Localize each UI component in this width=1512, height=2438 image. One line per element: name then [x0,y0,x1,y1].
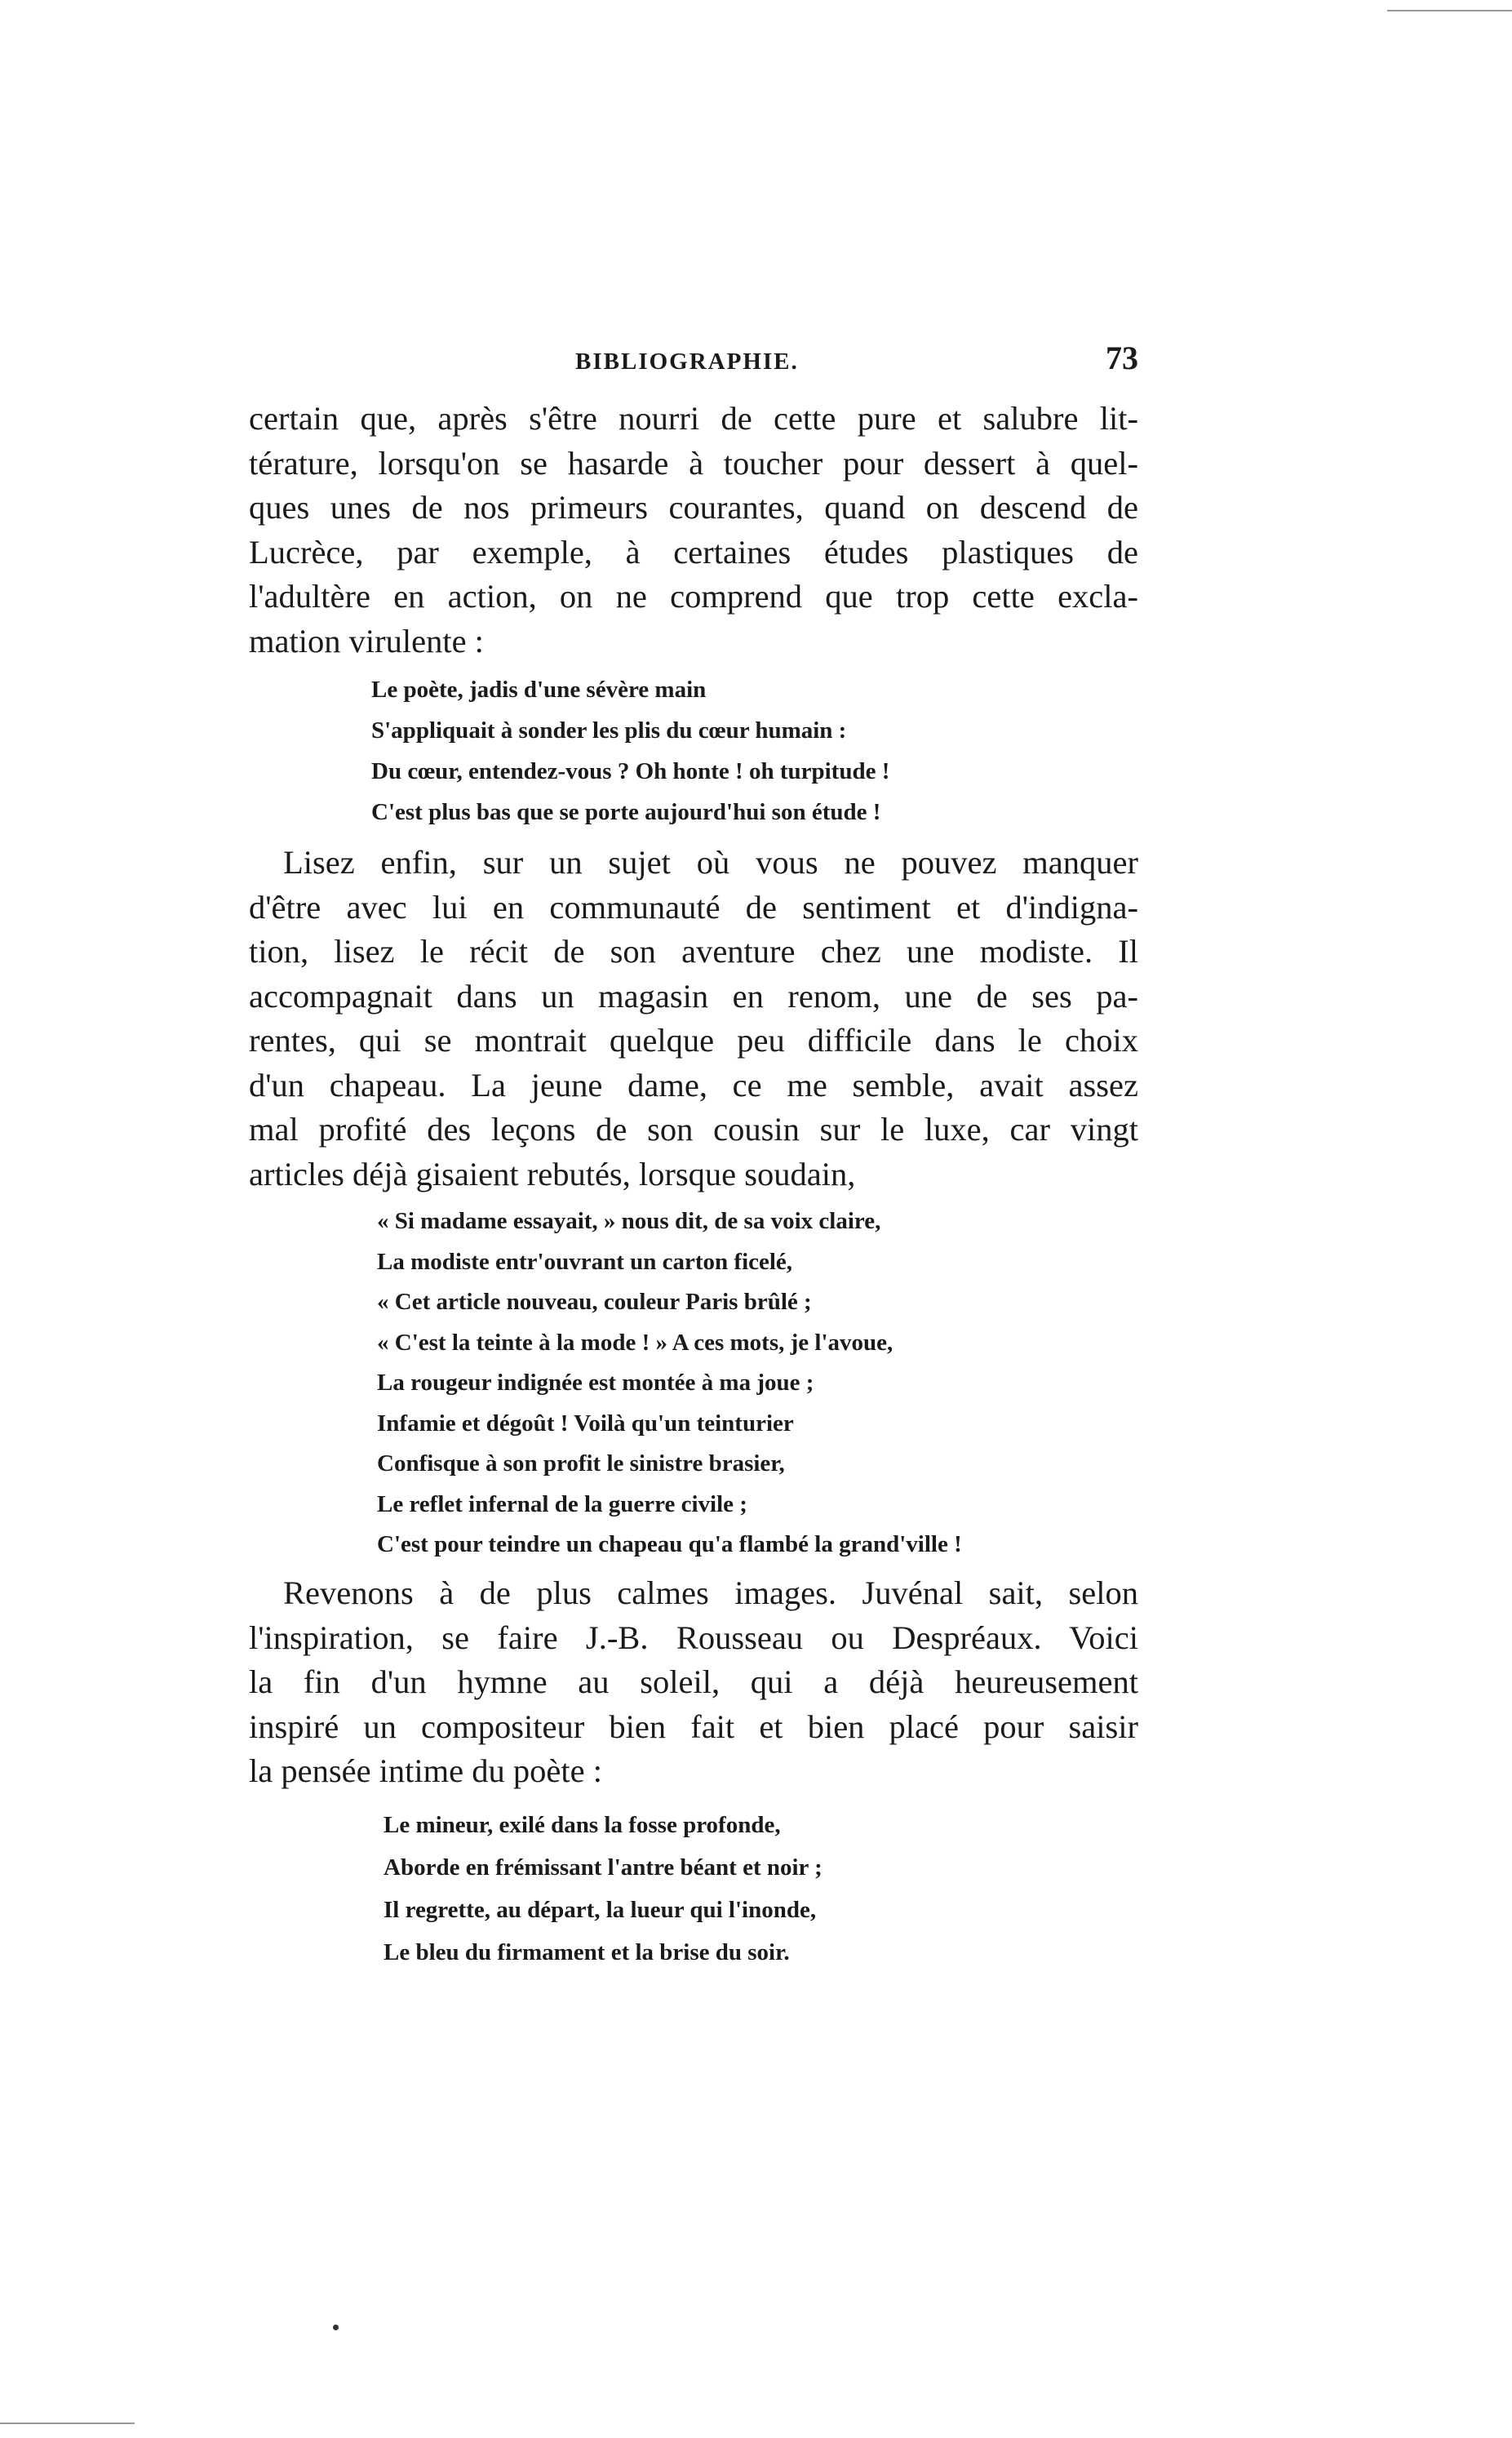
text-line: rentes, qui se montrait quelque peu difficile dans le choix [249,1022,1138,1059]
text-line: l'adultère en action, on ne comprend que trop cette excla- [249,578,1138,615]
verse-line: « Si madame essayait, » nous dit, de sa voix claire, [377,1208,881,1234]
text-line: térature, lorsqu'on se hasarde à toucher pour dessert à quel- [249,444,1138,482]
scan-speck [333,2325,339,2330]
text-line: mation virulente : [249,622,484,659]
verse-line: La rougeur indignée est montée à ma joue ; [377,1370,814,1396]
text-line: certain que, après s'être nourri de cette pure et salubre lit- [249,400,1138,437]
text-line: d'être avec lui en communauté de sentiment et d'indigna- [249,888,1138,926]
verse-line: « Cet article nouveau, couleur Paris brûlé ; [377,1289,812,1315]
scan-edge-line-top [1387,10,1512,11]
text-line: Lisez enfin, sur un sujet où vous ne pouvez manquer [283,844,1138,881]
verse-line: Le bleu du firmament et la brise du soir. [384,1939,790,1965]
text-line: Lucrèce, par exemple, à certaines études plastiques de [249,533,1138,571]
verse-line: Le poète, jadis d'une sévère main [371,677,707,703]
text-line: la fin d'un hymne au soleil, qui a déjà heureusement [249,1663,1138,1700]
text-line: la pensée intime du poète : [249,1752,602,1789]
paragraph-1 [249,397,1138,664]
text-line: ques unes de nos primeurs courantes, quand on descend de [249,489,1138,526]
text-line: tion, lisez le récit de son aventure chez une modiste. Il [249,933,1138,970]
verse-block-3 [384,1804,823,1974]
verse-line: La modiste entr'ouvrant un carton ficelé, [377,1248,793,1275]
text-line: inspiré un compositeur bien fait et bien placé pour saisir [249,1707,1138,1745]
text-line: d'un chapeau. La jeune dame, ce me semble, avait assez [249,1066,1138,1104]
page-number: 73 [1106,340,1138,376]
verse-line: Infamie et dégoût ! Voilà qu'un teinturier [377,1410,794,1437]
text-line: mal profité des leçons de son cousin sur le luxe, car vingt [249,1111,1138,1148]
verse-line: C'est plus bas que se porte aujourd'hui son étude ! [371,799,881,825]
text-line: Revenons à de plus calmes images. Juvénal sait, selon [283,1574,1138,1611]
scan-edge-line-bottom [0,2422,135,2424]
text-line: accompagnait dans un magasin en renom, une de ses pa- [249,977,1138,1015]
verse-line: S'appliquait à sonder les plis du cœur humain : [371,717,847,744]
verse-line: Le reflet infernal de la guerre civile ; [377,1490,747,1517]
text-line: l'inspiration, se faire J.-B. Rousseau ou Despréaux. Voici [249,1619,1138,1656]
verse-line: Confisque à son profit le sinistre brasier, [377,1450,785,1477]
paragraph-3 [249,1571,1138,1794]
verse-block-1 [371,669,889,833]
text-line: articles déjà gisaient rebutés, lorsque soudain, [249,1155,856,1192]
verse-line: Du cœur, entendez-vous ? Oh honte ! oh turpitude ! [371,758,890,784]
page-header [249,339,1138,388]
verse-line: C'est pour teindre un chapeau qu'a flambé la grand'ville ! [377,1531,962,1557]
verse-line: « C'est la teinte à la mode ! » A ces mots, je l'avoue, [377,1329,893,1356]
verse-line: Il regrette, au départ, la lueur qui l'inonde, [384,1897,817,1923]
verse-line: Aborde en frémissant l'antre béant et noir ; [384,1854,823,1881]
verse-line: Le mineur, exilé dans la fosse profonde, [384,1812,781,1838]
verse-block-2 [377,1201,962,1565]
running-title: BIBLIOGRAPHIE. [575,349,799,375]
paragraph-2 [249,841,1138,1197]
